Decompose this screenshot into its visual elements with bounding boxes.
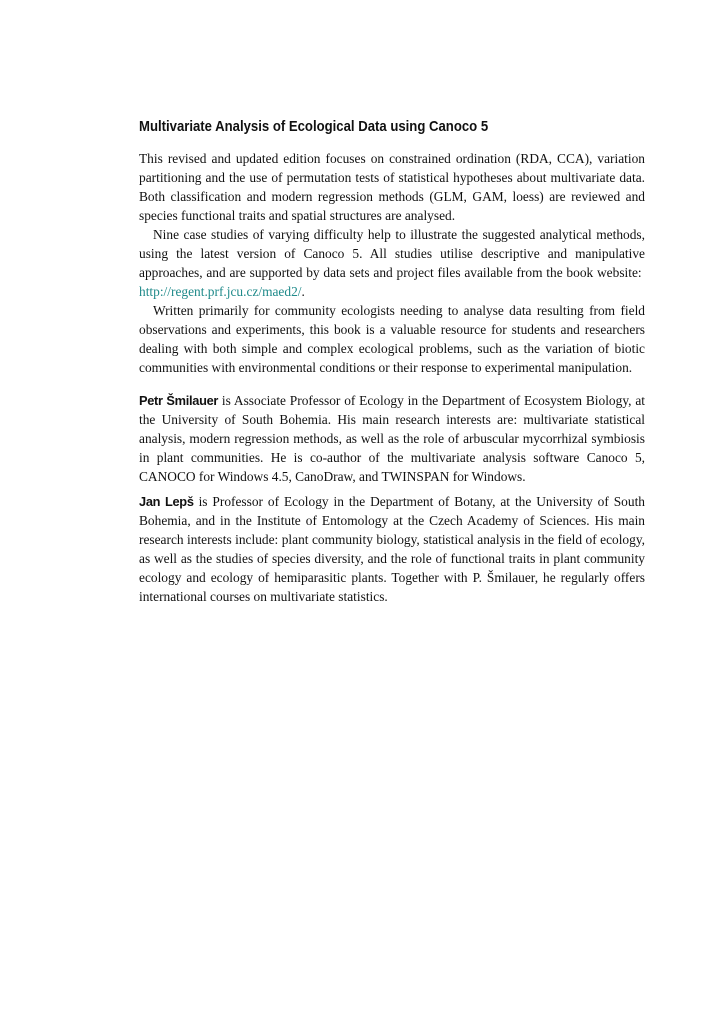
author-bio-2	[139, 492, 645, 606]
description-paragraph-3: Written primarily for community ecologists needing to analyse data resulting from field observations and experiments, this book is a valuable resource for students and researchers dealing with both simple and complex ecological problems, such as the variation of biotic communities with environmental conditions or their response to experimental manipulation.	[139, 303, 645, 375]
author-name-1: Petr Šmilauer	[139, 393, 219, 408]
book-description	[139, 149, 645, 377]
author-bio-text-2: is Professor of Ecology in the Department of Botany, at the University of South Bohemia, and in the Institute of Entomology at the Czech Academy of Sciences. His main research interests include: plant community biology, statistical analysis in the field of ecology, as well as the studies of species diversity, and the role of functional traits in plant community ecology and ecology of hemiparasitic plants. Together with P. Šmilauer, he regularly offers international courses on multivariate statistics.	[139, 494, 645, 604]
description-paragraph-1: This revised and updated edition focuses on constrained ordination (RDA, CCA), variation partitioning and the use of permutation tests of statistical hypotheses about multivariate data. Both classification and modern regression methods (GLM, GAM, loess) are reviewed and species functional traits and spatial structures are analysed.	[139, 151, 645, 223]
book-website-link[interactable]: http://regent.prf.jcu.cz/maed2/	[139, 284, 302, 299]
description-paragraph-2	[139, 225, 645, 301]
author-bio-text-1: is Associate Professor of Ecology in the Department of Ecosystem Biology, at the University of South Bohemia. His main research interests are: multivariate statistical analysis, modern regression methods, as well as the role of arbuscular mycorrhizal symbiosis in plant communities. He is co-author of the multivariate analysis software Canoco 5, CANOCO for Windows 4.5, CanoDraw, and TWINSPAN for Windows.	[139, 393, 645, 484]
page-content	[139, 118, 645, 606]
description-paragraph-2-end: .	[301, 284, 305, 299]
description-paragraph-2-text: Nine case studies of varying difficulty help to illustrate the suggested analytical methods, using the latest version of Canoco 5. All studies utilise descriptive and manipulative approaches, and are supported by data sets and project files available from the book website:	[139, 227, 645, 280]
author-bio-1	[139, 391, 645, 486]
book-title: Multivariate Analysis of Ecological Data using Canoco 5	[139, 119, 489, 135]
author-name-2: Jan Lepš	[139, 494, 194, 509]
